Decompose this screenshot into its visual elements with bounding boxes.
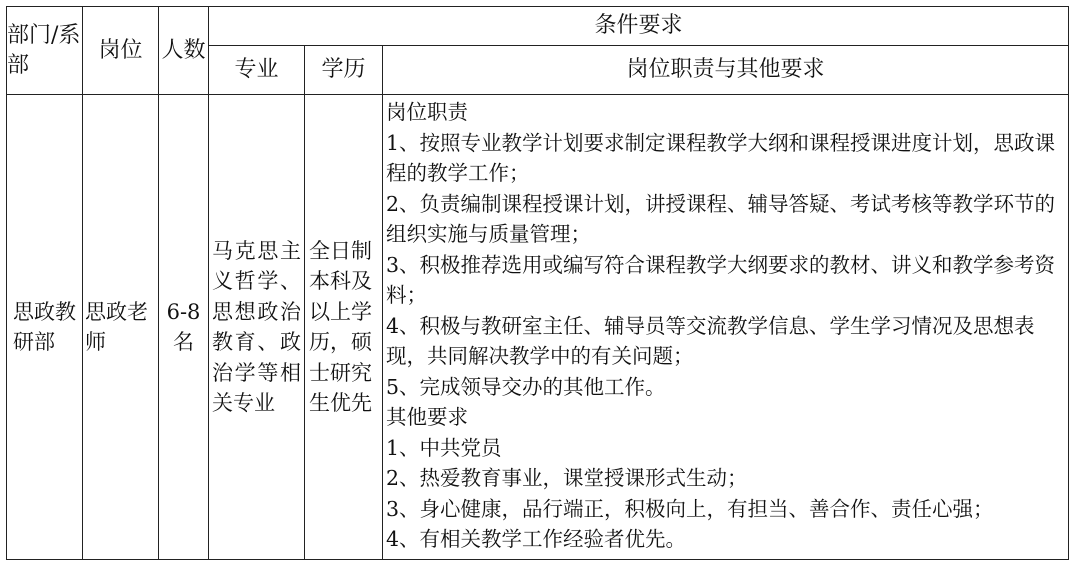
cell-dept-text: 思政教研部: [13, 299, 76, 354]
cell-duties: [383, 95, 1069, 560]
job-requirements-table: [6, 6, 1069, 560]
cell-major: [209, 95, 305, 560]
duty-item-2: 2、负责编制课程授课计划，讲授课程、辅导答疑、考试考核等教学环节的组织实施与质量管理；: [386, 191, 1056, 246]
other-item-4: 4、有相关教学工作经验者优先。: [386, 527, 687, 551]
other-title: 其他要求: [386, 405, 468, 429]
cell-dept: [7, 95, 83, 560]
header-position: 岗位: [83, 7, 159, 95]
other-item-3: 3、身心健康，品行端正，积极向上，有担当、善合作、责任心强；: [386, 496, 994, 521]
other-item-2: 2、热爱教育事业，课堂授课形式生动；: [386, 466, 748, 490]
cell-position-text: 思政老师: [85, 299, 148, 354]
other-item-1: 1、中共党员: [386, 435, 502, 460]
header-duties: 岗位职责与其他要求: [383, 46, 1069, 95]
duties-title: 岗位职责: [386, 100, 468, 124]
duty-item-3: 3、积极推荐选用或编写符合课程教学大纲要求的教材、讲义和教学参考资料；: [386, 252, 1056, 307]
duty-item-4: 4、积极与教研室主任、辅导员等交流教学信息、学生学习情况及思想表现，共同解决教学中的有关问题；: [386, 313, 1035, 368]
cell-education-text: 全日制本科及以上学历，硕士研究生优先: [309, 238, 372, 415]
header-dept: [7, 7, 83, 95]
cell-education: [305, 95, 383, 560]
cell-count-text: 6-8名: [166, 299, 201, 354]
cell-position: [83, 95, 159, 560]
header-dept-text: 部门/系部: [7, 22, 81, 78]
header-count: 人数: [159, 7, 209, 95]
header-conditions: 条件要求: [209, 7, 1069, 46]
cell-major-text: 马克思主义哲学、思想政治教育、政治学等相关专业: [212, 238, 301, 415]
cell-count: [159, 95, 209, 560]
header-education: 学历: [305, 46, 383, 95]
duty-item-1: 1、按照专业教学计划要求制定课程教学大纲和课程授课进度计划，思政课程的教学工作；: [386, 130, 1056, 185]
header-major: 专业: [209, 46, 305, 95]
duty-item-5: 5、完成领导交办的其他工作。: [386, 374, 666, 399]
